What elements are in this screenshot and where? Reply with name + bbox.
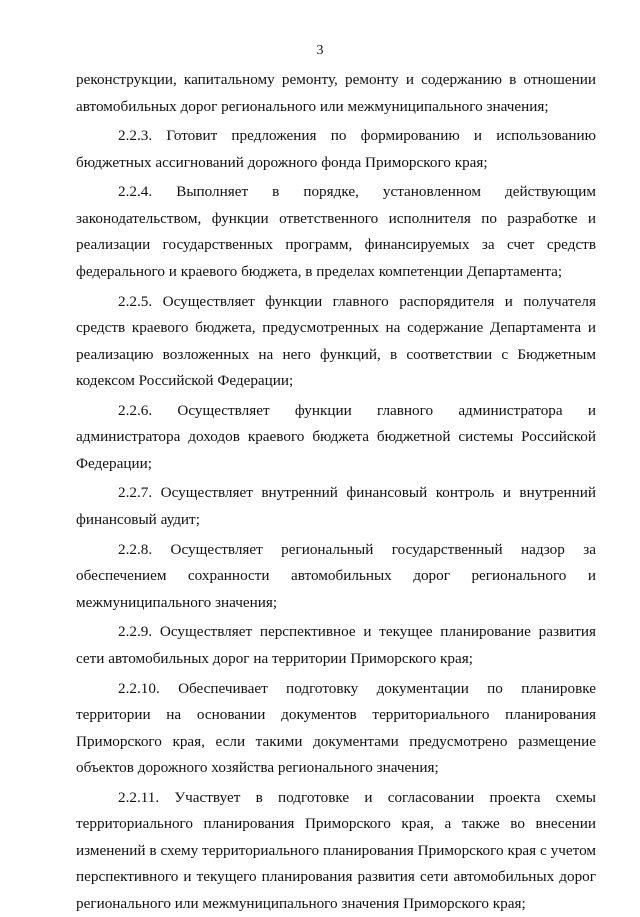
paragraph-2-2-3: 2.2.3. Готовит предложения по формированию и использованию бюджетных ассигнований дорожного фонда Приморского края; bbox=[76, 127, 596, 171]
paragraph-2-2-5: 2.2.5. Осуществляет функции главного распорядителя и получателя средств краевого бюджета, предусмотренных на содержание Департамента и реализацию возложенных на него функций, в соответствии с Бюджетным кодексом Российской Федерации; bbox=[76, 292, 596, 390]
page-number: 3 bbox=[316, 43, 324, 58]
paragraph-2-2-6: 2.2.6. Осуществляет функции главного администратора и администратора доходов краевого бюджета бюджетной системы Российской Федерации; bbox=[76, 401, 596, 472]
paragraph-2-2-11: 2.2.11. Участвует в подготовке и согласовании проекта схемы территориального планирования Приморского края, а также во внесении изменений в схему территориального планирования Приморского края с учетом перспективного и текущего планирования развития сети автомобильных дорог регионального или межмуниципального значения Приморского края; bbox=[76, 788, 596, 912]
paragraph-2-2-7: 2.2.7. Осуществляет внутренний финансовый контроль и внутренний финансовый аудит; bbox=[76, 484, 596, 528]
paragraph-2-2-10: 2.2.10. Обеспечивает подготовку документации по планировке территории на основании документов территориального планирования Приморского края, если такими документами предусмотрено размещение объектов дорожного хозяйства регионального значения; bbox=[76, 679, 596, 776]
document-body bbox=[76, 67, 596, 917]
paragraph-2-2-4: 2.2.4. Выполняет в порядке, установленном действующим законодательством, функции ответственного исполнителя по разработке и реализации государственных программ, финансируемых за счет средств федерального и краевого бюджета, в пределах компетенции Департамента; bbox=[76, 183, 596, 280]
paragraph-2-2-8: 2.2.8. Осуществляет региональный государственный надзор за обеспечением сохранности автомобильных дорог регионального и межмуниципального значения; bbox=[76, 540, 596, 611]
paragraph-continuation: реконструкции, капитальному ремонту, ремонту и содержанию в отношении автомобильных дорог регионального или межмуниципального значения; bbox=[76, 71, 596, 115]
paragraph-2-2-9: 2.2.9. Осуществляет перспективное и текущее планирование развития сети автомобильных дорог на территории Приморского края; bbox=[76, 623, 596, 667]
